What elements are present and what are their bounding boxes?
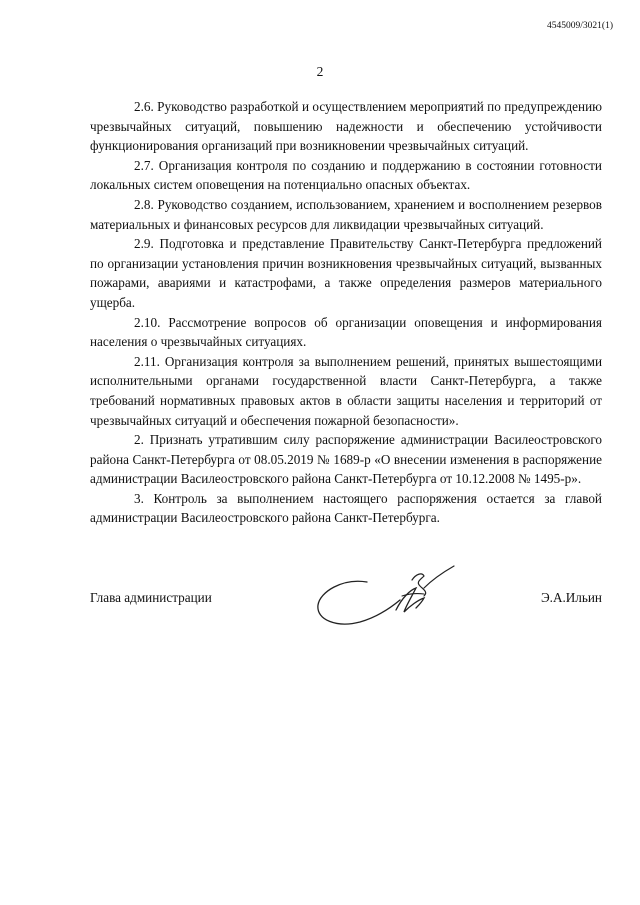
handwritten-signature	[312, 560, 462, 640]
document-id: 4545009/3021(1)	[547, 21, 613, 31]
paragraph: 2.6. Руководство разработкой и осуществлением мероприятий по предупреждению чрезвычайных ситуаций, повышению надежности и обеспечению устойчивости функционирования организаций при возникновении чрезвычайных ситуаций.	[90, 99, 602, 154]
paragraph: 2.10. Рассмотрение вопросов об организации оповещения и информирования населения о чрезвычайных ситуациях.	[90, 314, 602, 350]
paragraph: 2.8. Руководство созданием, использованием, хранением и восполнением резервов материальных и финансовых ресурсов для ликвидации чрезвычайных ситуаций.	[90, 196, 602, 232]
paragraph: 2. Признать утратившим силу распоряжение администрации Василеостровского района Санкт-Петербурга от 08.05.2019 № 1689-р «О внесении изменения в распоряжение администрации Василеостровского района Санкт-Петербурга от 10.12.2008 № 1495-р».	[90, 432, 602, 487]
paragraph: 2.7. Организация контроля по созданию и поддержанию в состоянии готовности локальных систем оповещения на потенциально опасных объектах.	[90, 157, 602, 193]
document-body	[90, 97, 602, 528]
paragraph: 3. Контроль за выполнением настоящего распоряжения остается за главой администрации Василеостровского района Санкт-Петербурга.	[90, 490, 602, 526]
paragraph: 2.11. Организация контроля за выполнением решений, принятых вышестоящими исполнительными органами государственной власти Санкт-Петербурга, а также требований нормативных правовых актов в области защиты населения и территорий от чрезвычайных ситуаций и обеспечения пожарной безопасности».	[90, 353, 602, 428]
page-number: 2	[316, 64, 324, 79]
signatory-title: Глава администрации	[90, 590, 212, 605]
paragraph: 2.9. Подготовка и представление Правительству Санкт-Петербурга предложений по организации установления причин возникновения чрезвычайных ситуаций, вызванных пожарами, авариями и катастрофами, а также определения размеров материального ущерба.	[90, 236, 602, 310]
signatory-name: Э.А.Ильин	[540, 590, 602, 605]
